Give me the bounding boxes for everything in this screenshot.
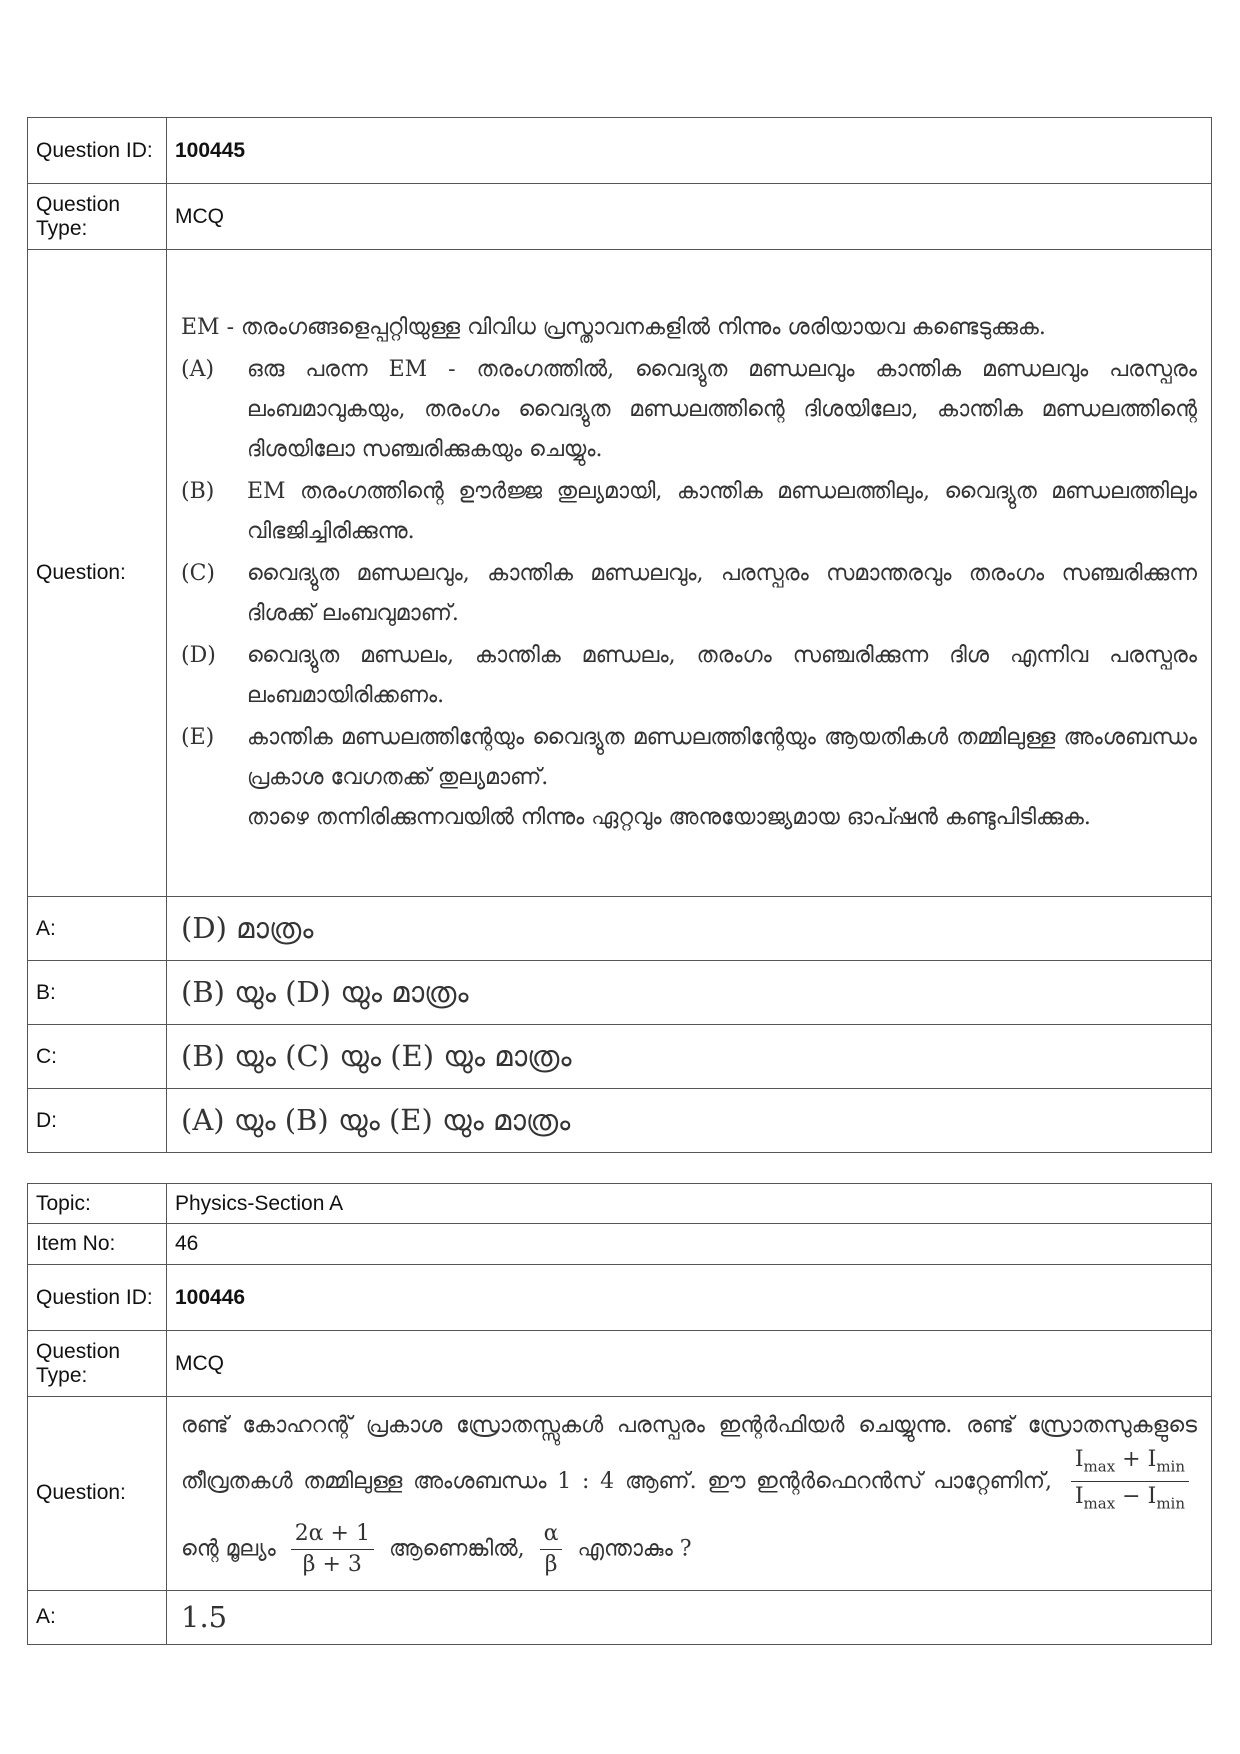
statement-tag: (C) xyxy=(181,561,215,586)
option-c-label: C: xyxy=(28,1025,167,1089)
option-c-text: (B) യും (C) യും (E) യും മാത്രം xyxy=(167,1025,1212,1089)
question-text-part4: എന്താകും ? xyxy=(577,1536,692,1562)
item-no-value: 46 xyxy=(167,1224,1212,1265)
option-b-label: B: xyxy=(28,961,167,1025)
question-table-100446 xyxy=(27,1183,1212,1645)
statement-b xyxy=(181,472,1197,552)
option-a-label: A: xyxy=(28,1590,167,1644)
option-b-text: (B) യും (D) യും മാത്രം xyxy=(167,961,1212,1025)
value-fraction: $\frac{2\alpha + 1}{\beta + 3}$ xyxy=(291,1519,374,1580)
question-id-value: 100446 xyxy=(175,1285,246,1309)
statement-c xyxy=(181,554,1197,634)
question-text-part1: രണ്ട് കോഹറന്റ് പ്രകാശ സ്രോതസ്സുകൾ പരസ്പരം ഇന്റർഫിയർ ചെയ്യുന്നു. രണ്ട് സ്രോതസുകളുടെ തീവ്രതകൾ തമ്മിലുള്ള അംശബന്ധം 1 : 4 ആണ്. ഈ ഇന്റർഫെറൻസ് പാറ്റേണിന്, xyxy=(181,1413,1197,1494)
question-type-label: Question Type: xyxy=(28,1331,167,1397)
question-table-100445 xyxy=(27,117,1212,1153)
question-text-part2: ന്റെ മൂല്യം xyxy=(181,1536,276,1562)
statement-e xyxy=(181,718,1197,798)
question-body xyxy=(167,1397,1212,1591)
option-a-label: A: xyxy=(28,897,167,961)
statement-tag: (A) xyxy=(181,357,215,382)
option-d-text: (A) യും (B) യും (E) യും മാത്രം xyxy=(167,1089,1212,1153)
question-id-label: Question ID: xyxy=(28,118,167,184)
question-type-value: MCQ xyxy=(167,1331,1212,1397)
statement-d xyxy=(181,636,1197,716)
question-id-label: Question ID: xyxy=(28,1265,167,1331)
topic-label: Topic: xyxy=(28,1184,167,1224)
statement-tag: (E) xyxy=(181,725,215,750)
alpha-beta-fraction: $\frac{\alpha}{\beta}$ xyxy=(540,1519,563,1580)
intensity-ratio-fraction: $\frac{I_{max} + I_{min}}{I_{max} - I_{min}}$ xyxy=(1071,1445,1189,1519)
option-a-text: (D) മാത്രം xyxy=(167,897,1212,961)
statement-text: EM തരംഗത്തിന്റെ ഊർജ്ജ തുല്യമായി, കാന്തിക മണ്ഡലത്തിലും, വൈദ്യുത മണ്ഡലത്തിലും വിഭജിച്ചിരിക്കുന്നു. xyxy=(247,479,1197,544)
question-intro: EM - തരംഗങ്ങളെപ്പറ്റിയുള്ള വിവിധ പ്രസ്താവനകളിൽ നിന്നും ശരിയായവ കണ്ടെടുക്കുക. xyxy=(181,315,1046,340)
question-label: Question: xyxy=(28,250,167,897)
topic-value: Physics-Section A xyxy=(167,1184,1212,1224)
statement-text: കാന്തിക മണ്ഡലത്തിന്റേയും വൈദ്യുത മണ്ഡലത്തിന്റേയും ആയതികൾ തമ്മിലുള്ള അംശബന്ധം പ്രകാശ വേഗതക്ക് തുല്യമാണ്. xyxy=(247,725,1197,790)
question-type-label: Question Type: xyxy=(28,184,167,250)
question-closing: താഴെ തന്നിരിക്കുന്നവയിൽ നിന്നും ഏറ്റവും അനുയോജ്യമായ ഓപ്ഷൻ കണ്ടുപിടിക്കുക. xyxy=(247,805,1091,830)
item-no-label: Item No: xyxy=(28,1224,167,1265)
statement-text: വൈദ്യുത മണ്ഡലം, കാന്തിക മണ്ഡലം, തരംഗം സഞ്ചരിക്കുന്ന ദിശ എന്നിവ പരസ്പരം ലംബമായിരിക്കണം. xyxy=(247,643,1197,708)
statement-tag: (D) xyxy=(181,643,216,668)
statement-tag: (B) xyxy=(181,479,215,504)
question-id-value: 100445 xyxy=(175,138,246,162)
statement-a xyxy=(181,350,1197,470)
question-text-part3: ആണെങ്കിൽ, xyxy=(388,1536,525,1562)
statement-text: വൈദ്യുത മണ്ഡലവും, കാന്തിക മണ്ഡലവും, പരസ്പരം സമാന്തരവും തരംഗം സഞ്ചരിക്കുന്ന ദിശക്ക് ലംബവുമാണ്. xyxy=(247,561,1197,626)
option-d-label: D: xyxy=(28,1089,167,1153)
question-type-value: MCQ xyxy=(167,184,1212,250)
option-a-text: 1.5 xyxy=(167,1590,1212,1644)
question-body xyxy=(167,250,1212,897)
question-label: Question: xyxy=(28,1397,167,1591)
statement-text: ഒരു പരന്ന EM - തരംഗത്തിൽ, വൈദ്യുത മണ്ഡലവും കാന്തിക മണ്ഡലവും പരസ്പരം ലംബമാവുകയും, തരംഗം വൈദ്യുത മണ്ഡലത്തിന്റെ ദിശയിലോ, കാന്തിക മണ്ഡലത്തിന്റെ ദിശയിലോ സഞ്ചരിക്കുകയും ചെയ്യും. xyxy=(247,357,1197,462)
